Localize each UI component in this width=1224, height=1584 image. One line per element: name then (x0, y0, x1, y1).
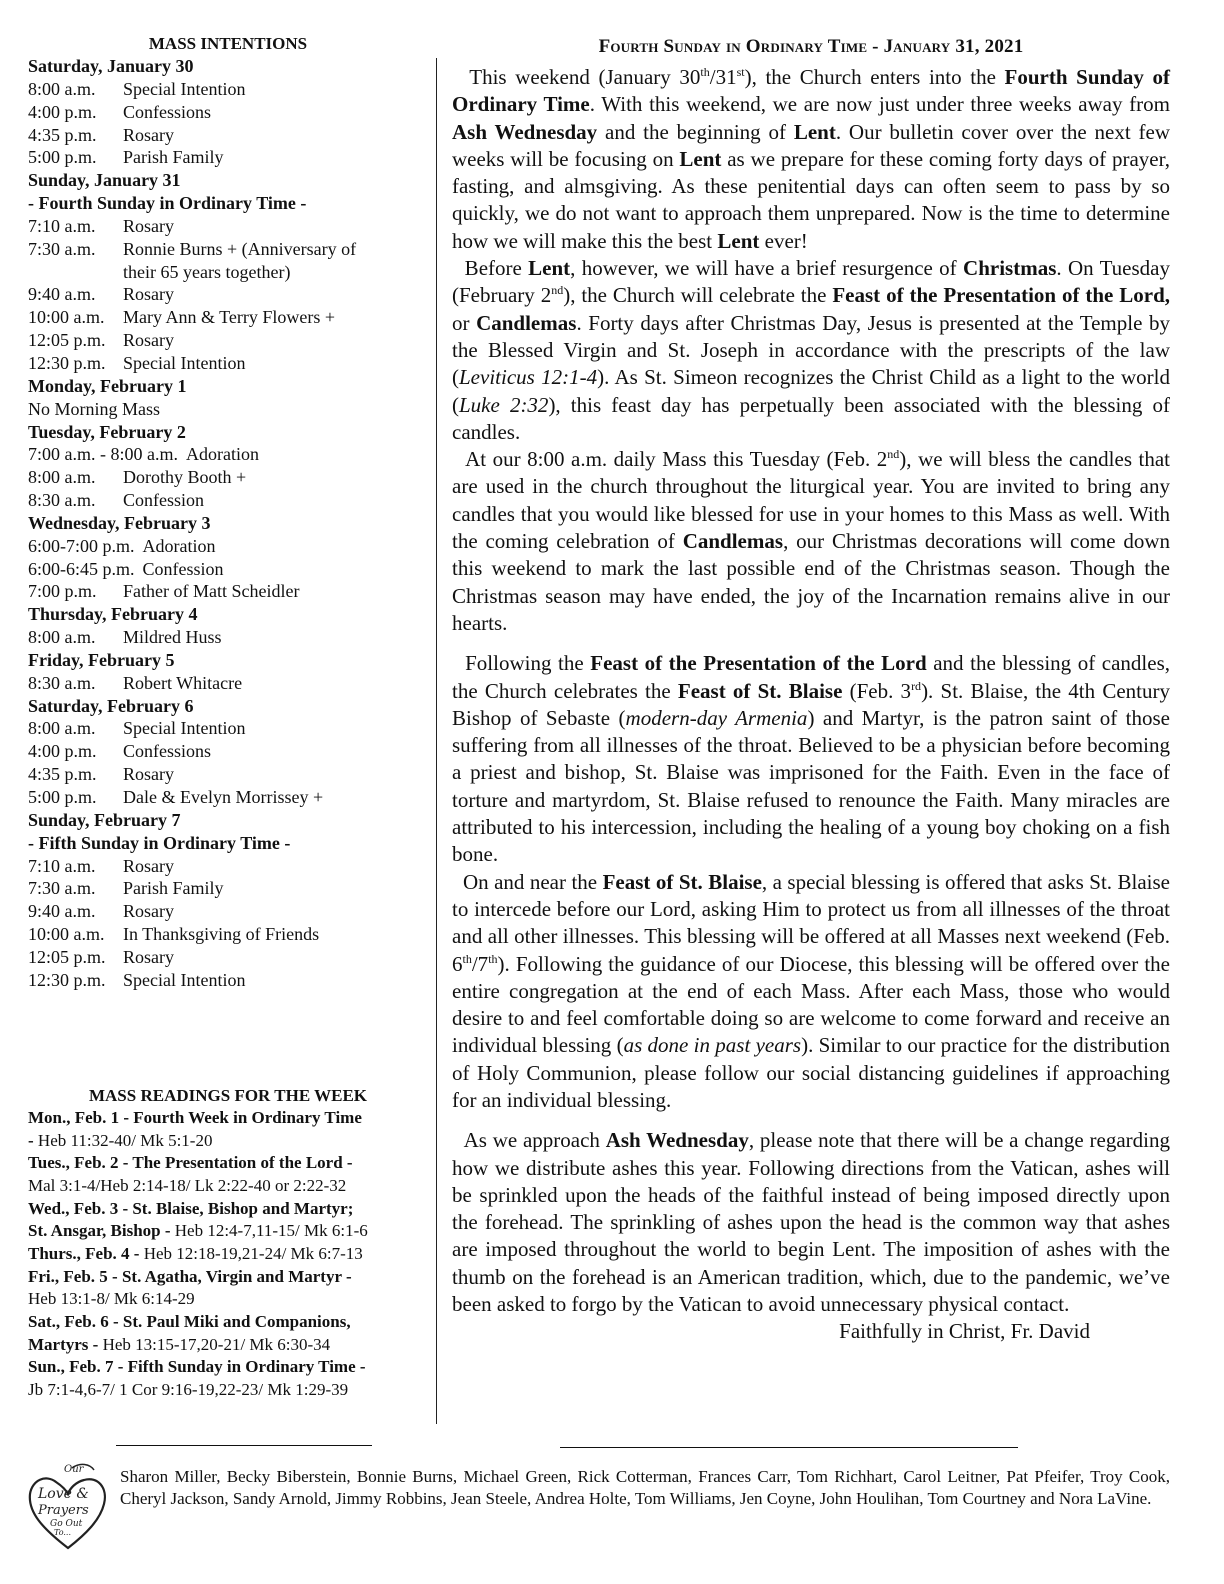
article-paragraph: As we approach Ash Wednesday, please note that there will be a change regarding how we distribute ashes this year. Following directions from the Vatican, ashes will be sprinkled upon the heads of the faithful instead of being imposed directly upon the forehead. The sprinkling of ashes upon the head is the common way that ashes are imposed throughout the world to begin Lent. The imposition of ashes with the thumb on the forehead is an American tradition, which, due to the pandemic, we’ve been asked to forgo by the Vatican to avoid unnecessary physical contact. (452, 1128, 1170, 1317)
reading-line (28, 1311, 428, 1334)
intention-text: Parish Family (123, 147, 224, 168)
intention-text: Rosary (123, 855, 174, 876)
intention-line (28, 78, 428, 101)
intention-day-heading: Friday, February 5 (28, 649, 175, 670)
signature: Faithfully in Christ, Fr. David (839, 1319, 1090, 1344)
intention-text: Rosary (123, 901, 174, 922)
intention-time: 12:05 p.m. (28, 330, 106, 351)
intention-time: 5:00 p.m. (28, 147, 97, 168)
intention-text: Rosary (123, 764, 174, 785)
logo-word-4: Go Out (50, 1519, 83, 1529)
mass-readings-title: MASS READINGS FOR THE WEEK (88, 1086, 368, 1105)
intention-time: 8:00 a.m. (28, 718, 96, 739)
footer-rule-left (116, 1445, 372, 1446)
reading-line (28, 1220, 428, 1243)
intention-time: 7:30 a.m. (28, 878, 96, 899)
reading-line (28, 1130, 428, 1153)
intention-time: 5:00 p.m. (28, 787, 97, 807)
intention-day-heading: Saturday, February 6 (28, 695, 194, 716)
intention-line (28, 580, 428, 603)
intention-text: Confession (142, 558, 224, 579)
intention-time: 8:00 a.m. (28, 467, 96, 488)
intention-text: In Thanksgiving of Friends (123, 924, 320, 945)
intention-text: Dale & Evelyn Morrissey + (123, 787, 324, 807)
intention-text: Rosary (123, 946, 174, 967)
logo-word-3: Prayers (38, 1503, 89, 1518)
intention-line (28, 558, 428, 581)
reading-line (28, 1334, 428, 1357)
intention-time: 8:00 a.m. (28, 627, 96, 648)
intention-time: 12:30 p.m. (28, 969, 106, 990)
intention-line (28, 489, 428, 512)
intention-text: Father of Matt Scheidler (123, 581, 300, 602)
intention-line (28, 672, 428, 695)
intention-day-heading: Monday, February 1 (28, 375, 187, 396)
intention-line (28, 352, 428, 375)
intention-day-heading: Thursday, February 4 (28, 604, 198, 625)
intention-time: 8:30 a.m. (28, 672, 96, 693)
prayers-heart-logo (24, 1456, 112, 1556)
intention-day-heading: Wednesday, February 3 (28, 512, 211, 533)
intention-time: 7:30 a.m. (28, 238, 96, 259)
intention-time: 10:00 a.m. (28, 307, 105, 328)
intention-line (28, 717, 428, 740)
reading-day: Fri., Feb. 5 - St. Agatha, Virgin and Martyr - (28, 1266, 352, 1286)
reading-citation: Heb 13:15-17,20-21/ Mk 6:30-34 (98, 1334, 331, 1354)
intention-note: No Morning Mass (28, 398, 161, 419)
article-paragraph: This weekend (January 30th/31st), the Church enters into the Fourth Sunday of Ordinary Time. With this weekend, we are now just under three weeks away from Ash Wednesday and the beginning of Lent. Our bulletin cover over the next few weeks will be focusing on Lent as we prepare for these coming forty days of prayer, fasting, and almsgiving. As these penitential days can often seem to pass by so quickly, we do not want to approach them unprepared. Now is the time to determine how we will make this the best Lent ever! (452, 65, 1170, 253)
intention-text: Mary Ann & Terry Flowers + (123, 307, 336, 328)
intention-line (28, 969, 428, 992)
article-paragraph: Following the Feast of the Presentation of the Lord and the blessing of candles, the Church celebrates the Feast of St. Blaise (Feb. 3rd). St. Blaise, the 4th Century Bishop of Sebaste (modern-day Armenia) and Martyr, is the patron saint of those suffering from all illnesses of the throat. Believed to be a physician before becoming a priest and bishop, St. Blaise was imprisoned for the Faith. Even in the face of torture and martyrdom, St. Blaise refused to renounce the Faith. Many miracles are attributed to his intercession, including the healing of a young boy choking on a fish bone. (452, 651, 1170, 867)
intention-day-heading: - Fifth Sunday in Ordinary Time - (28, 832, 291, 853)
intention-time: 7:10 a.m. (28, 215, 96, 236)
logo-word-2: Love & (38, 1486, 89, 1502)
intention-line (28, 146, 428, 169)
intention-time: 9:40 a.m. (28, 284, 96, 305)
intention-text: Adoration (142, 535, 216, 556)
intention-line (28, 535, 428, 558)
intention-time: 6:00-7:00 p.m. (28, 535, 135, 556)
mass-intentions-list (28, 55, 428, 992)
prayer-list-names: Sharon Miller, Becky Biberstein, Bonnie Burns, Michael Green, Rick Cotterman, Frances Carr, Tom Richhart, Carol Leitner, Pat Pfeifer, Troy Cook, Cheryl Jackson, Sandy Arnold, Jimmy Robbins, Jean Steele, Andrea Holte, Tom Williams, Jen Coyne, John Houlihan, Tom Courtney and Nora LaVine. (120, 1467, 1170, 1508)
mass-intentions-title: MASS INTENTIONS (148, 34, 308, 53)
reading-day: St. Ansgar, Bishop - (28, 1221, 171, 1241)
intention-time: 10:00 a.m. (28, 924, 105, 945)
reading-line (28, 1198, 428, 1221)
reading-day: Martyrs - (28, 1334, 99, 1354)
reading-line (28, 1243, 428, 1266)
reading-line (28, 1288, 428, 1311)
intention-line (28, 763, 428, 786)
reading-line (28, 1175, 428, 1198)
intention-day-heading: Sunday, February 7 (28, 809, 181, 830)
intention-line (28, 443, 428, 466)
intention-text: Adoration (185, 444, 259, 465)
intention-line (28, 923, 428, 946)
reading-citation: Heb 13:1-8/ Mk 6:14-29 (28, 1289, 195, 1309)
intention-time: 9:40 a.m. (28, 901, 96, 922)
intention-time: 4:35 p.m. (28, 764, 97, 785)
mass-readings (28, 1084, 428, 1402)
intention-line (28, 786, 428, 809)
intention-text: Rosary (123, 124, 174, 145)
logo-word-1: Our (64, 1464, 84, 1475)
reading-day: - (28, 1130, 34, 1150)
intention-line (28, 238, 428, 261)
reading-day: Sun., Feb. 7 - Fifth Sunday in Ordinary Time - (28, 1357, 366, 1377)
logo-word-5: To... (54, 1528, 72, 1537)
reading-citation: Heb 11:32-40/ Mk 5:1-20 (33, 1130, 213, 1150)
reading-citation: Jb 7:1-4,6-7/ 1 Cor 9:16-19,22-23/ Mk 1:29-39 (28, 1379, 349, 1399)
reading-day: Sat., Feb. 6 - St. Paul Miki and Companions, (28, 1311, 351, 1331)
article-title: Fourth Sunday in Ordinary Time - January 31, 2021 (598, 36, 1024, 57)
reading-citation: Mal 3:1-4/Heb 2:14-18/ Lk 2:22-40 or 2:22-32 (28, 1175, 347, 1195)
intention-time: 8:00 a.m. (28, 78, 96, 99)
intention-line (28, 740, 428, 763)
pastor-article (452, 34, 1170, 1345)
intention-continuation: their 65 years together) (123, 261, 291, 282)
intention-time: 7:00 a.m. - 8:00 a.m. (28, 444, 178, 465)
intention-line (28, 329, 428, 352)
intention-line (28, 900, 428, 923)
intention-text: Special Intention (123, 969, 246, 990)
intention-day-heading: Saturday, January 30 (28, 56, 194, 76)
intention-time: 12:30 p.m. (28, 352, 106, 373)
intention-text: Dorothy Booth + (123, 467, 247, 488)
intention-text: Confession (123, 490, 204, 511)
intention-line (28, 283, 428, 306)
reading-day: Mon., Feb. 1 - Fourth Week in Ordinary Time (28, 1108, 362, 1127)
article-paragraph: Before Lent, however, we will have a brief resurgence of Christmas. On Tuesday (February 2nd), the Church will celebrate the Feast of the Presentation of the Lord, or Candlemas. Forty days after Christmas Day, Jesus is presented at the Temple by the Blessed Virgin and St. Joseph in accordance with the prescripts of the law (Leviticus 12:1-4). As St. Simeon recognizes the Christ Child as a light to the world (Luke 2:32), this feast day has perpetually been associated with the blessing of candles. (452, 256, 1171, 444)
intention-day-heading: Tuesday, February 2 (28, 421, 186, 442)
reading-line (28, 1356, 428, 1379)
reading-line (28, 1107, 428, 1130)
reading-day: Thurs., Feb. 4 - (28, 1243, 140, 1263)
intention-text: Robert Whitacre (123, 672, 243, 693)
intention-day-heading: Sunday, January 31 (28, 170, 181, 191)
intention-line (28, 466, 428, 489)
intention-line (28, 877, 428, 900)
intention-time: 4:35 p.m. (28, 124, 97, 145)
intention-time: 6:00-6:45 p.m. (28, 558, 135, 579)
reading-citation: Heb 12:4-7,11-15/ Mk 6:1-6 (170, 1221, 368, 1241)
mass-intentions (28, 32, 428, 992)
intention-text: Rosary (123, 284, 174, 305)
intention-text: Ronnie Burns + (Anniversary of (123, 238, 357, 259)
intention-text: Rosary (123, 330, 174, 351)
intention-text: Special Intention (123, 718, 246, 739)
reading-day: Tues., Feb. 2 - The Presentation of the Lord - (28, 1153, 353, 1173)
intention-text: Special Intention (123, 78, 246, 99)
intention-text: Confessions (123, 101, 212, 122)
article-paragraph: At our 8:00 a.m. daily Mass this Tuesday (Feb. 2nd), we will bless the candles that are used in the church throughout the liturgical year. You are invited to bring any candles that you would like blessed for use in your homes to this Mass as well. With the coming celebration of Candlemas, our Christmas decorations will come down this weekend to mark the last possible end of the Christmas season. Though the Christmas season may have ended, the joy of the Incarnation remains alive in our hearts. (452, 447, 1171, 635)
intention-time: 4:00 p.m. (28, 741, 97, 762)
intention-line (28, 855, 428, 878)
intention-text: Confessions (123, 741, 212, 762)
intention-day-heading: - Fourth Sunday in Ordinary Time - (28, 193, 307, 214)
intention-time: 7:10 a.m. (28, 855, 96, 876)
intention-text: Special Intention (123, 352, 246, 373)
intention-line (28, 306, 428, 329)
intention-time: 7:00 p.m. (28, 581, 97, 602)
footer-rule-right (560, 1447, 1018, 1448)
reading-citation: Heb 12:18-19,21-24/ Mk 6:7-13 (139, 1243, 363, 1263)
intention-line (28, 101, 428, 124)
intention-time: 8:30 a.m. (28, 490, 96, 511)
reading-line (28, 1152, 428, 1175)
mass-readings-list (28, 1107, 428, 1402)
intention-line (28, 215, 428, 238)
reading-day: Wed., Feb. 3 - St. Blaise, Bishop and Martyr; (28, 1198, 354, 1218)
intention-line (28, 626, 428, 649)
reading-line (28, 1266, 428, 1289)
intention-text: Parish Family (123, 878, 224, 899)
intention-line (28, 124, 428, 147)
intention-time: 4:00 p.m. (28, 101, 97, 122)
intention-line (28, 946, 428, 969)
column-divider (436, 58, 437, 1424)
intention-text: Mildred Huss (123, 627, 222, 648)
article-body (452, 64, 1170, 1318)
article-paragraph: On and near the Feast of St. Blaise, a special blessing is offered that asks St. Blaise to intercede before our Lord, asking Him to protect us from all illnesses of the throat and all other illnesses. This blessing will be offered at all Masses next weekend (Feb. 6th/7th). Following the guidance of our Diocese, this blessing will be offered over the entire congregation at the end of each Mass. After each Mass, those who would desire to and feel comfortable doing so are welcome to come forward and receive an individual blessing (as done in past years). Similar to our practice for the distribution of Holy Communion, please follow our social distancing guidelines if approaching for an individual blessing. (452, 869, 1170, 1112)
reading-line (28, 1379, 428, 1402)
intention-text: Rosary (123, 215, 174, 236)
intention-time: 12:05 p.m. (28, 946, 106, 967)
